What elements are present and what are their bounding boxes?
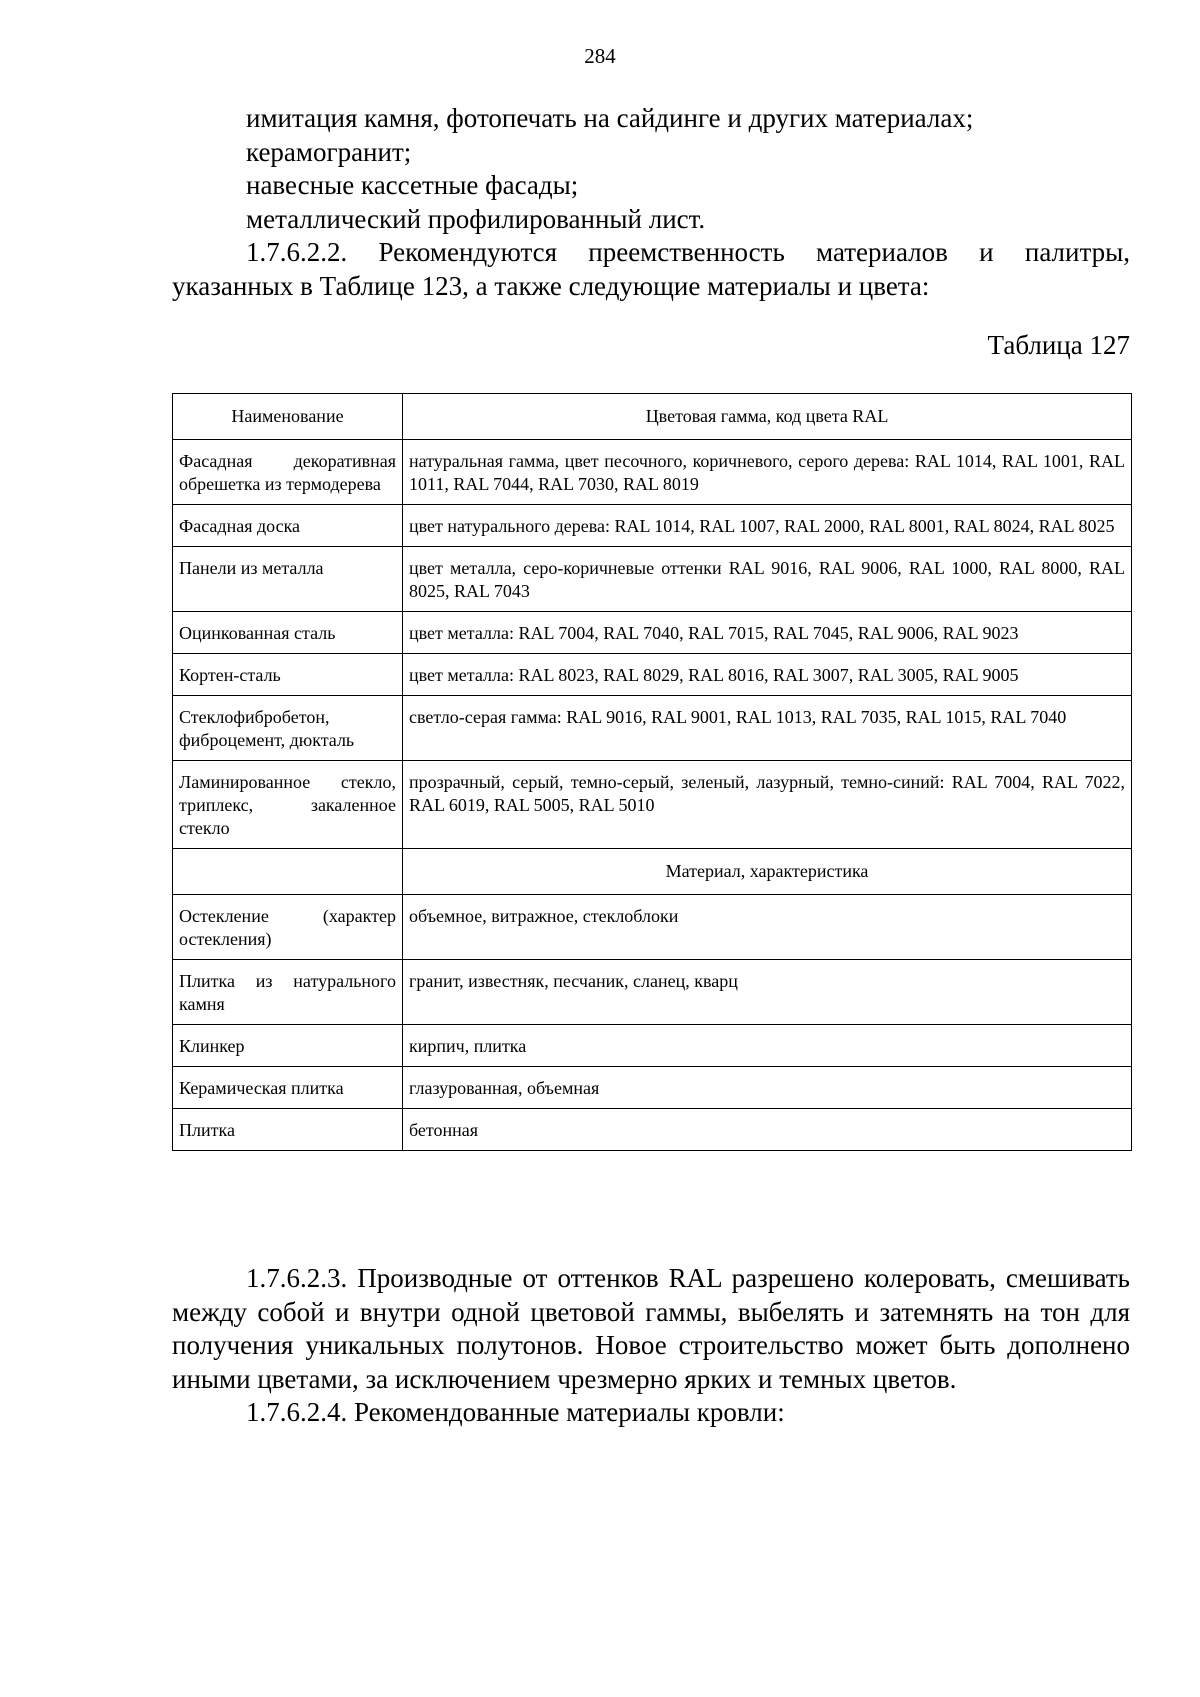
- subheader-material: Материал, характеристика: [403, 849, 1132, 895]
- header-name: Наименование: [173, 394, 403, 440]
- material-value-cell: гранит, известняк, песчаник, сланец, кварц: [403, 960, 1132, 1025]
- table-subheader-row: [173, 849, 1132, 895]
- paragraph-1-7-6-2-4: 1.7.6.2.4. Рекомендованные материалы кровли:: [246, 1397, 785, 1427]
- table-row: [173, 440, 1132, 505]
- material-value-cell: бетонная: [403, 1109, 1132, 1151]
- table-row: [173, 547, 1132, 612]
- list-line: керамогранит;: [246, 136, 412, 167]
- material-rows: [173, 895, 1132, 1151]
- list-line: навесные кассетные фасады;: [246, 170, 579, 200]
- material-value-cell: прозрачный, серый, темно-серый, зеленый, лазурный, темно-синий: RAL 7004, RAL 7022, RAL 6019, RAL 5005, RAL 5010: [403, 761, 1132, 849]
- material-value-cell: цвет натурального дерева: RAL 1014, RAL 1007, RAL 2000, RAL 8001, RAL 8024, RAL 8025: [403, 505, 1132, 547]
- material-name-cell: Фасадная декоративная обрешетка из термодерева: [173, 440, 403, 505]
- table-row: [173, 895, 1132, 960]
- material-value-cell: цвет металла: RAL 7004, RAL 7040, RAL 7015, RAL 7045, RAL 9006, RAL 9023: [403, 612, 1132, 654]
- paragraph-1-7-6-2-3: 1.7.6.2.3. Производные от оттенков RAL разрешено колеровать, смешивать между собой и внутри одной цветовой гаммы, выбелять и затемнять на тон для получения уникальных полутонов. Новое строительство может быть дополнено иными цветами, за исключением чрезмерно ярких и темных цветов.: [172, 1263, 1130, 1394]
- table-row: [173, 696, 1132, 761]
- material-name-cell: Плитка из натурального камня: [173, 960, 403, 1025]
- table-row: [173, 1067, 1132, 1109]
- material-value-cell: цвет металла, серо-коричневые оттенки RAL 9016, RAL 9006, RAL 1000, RAL 8000, RAL 8025, RAL 7043: [403, 547, 1132, 612]
- material-name-cell: Стеклофибробетон, фиброцемент, дюкталь: [173, 696, 403, 761]
- material-value-cell: натуральная гамма, цвет песочного, коричневого, серого дерева: RAL 1014, RAL 1001, RAL 1011, RAL 7044, RAL 7030, RAL 8019: [403, 440, 1132, 505]
- material-value-cell: глазурованная, объемная: [403, 1067, 1132, 1109]
- materials-table: [172, 393, 1132, 1151]
- material-name-cell: Ламинированное стекло, триплекс, закаленное стекло: [173, 761, 403, 849]
- table-row: [173, 654, 1132, 696]
- material-name-cell: Кортен-сталь: [173, 654, 403, 696]
- table-row: [173, 1109, 1132, 1151]
- list-line: металлический профилированный лист.: [246, 203, 706, 234]
- table-caption: Таблица 127: [987, 330, 1130, 360]
- material-value-cell: объемное, витражное, стеклоблоки: [403, 895, 1132, 960]
- color-rows: [173, 440, 1132, 849]
- material-value-cell: кирпич, плитка: [403, 1025, 1132, 1067]
- material-value-cell: светло-серая гамма: RAL 9016, RAL 9001, RAL 1013, RAL 7035, RAL 1015, RAL 7040: [403, 696, 1132, 761]
- subheader-empty-cell: [173, 849, 403, 895]
- page-number: 284: [584, 44, 616, 68]
- top-text-block: [172, 102, 1130, 303]
- material-name-cell: Оцинкованная сталь: [173, 612, 403, 654]
- material-name-cell: Панели из металла: [173, 547, 403, 612]
- table-row: [173, 960, 1132, 1025]
- table-row: [173, 612, 1132, 654]
- header-color: Цветовая гамма, код цвета RAL: [403, 394, 1132, 440]
- paragraph-1-7-6-2-2: 1.7.6.2.2. Рекомендуются преемственность материалов и палитры, указанных в Таблице 123, а также следующие материалы и цвета:: [172, 237, 1130, 301]
- bottom-text-block: [172, 1262, 1130, 1430]
- material-name-cell: Плитка: [173, 1109, 403, 1151]
- table-row: [173, 761, 1132, 849]
- table-row: [173, 505, 1132, 547]
- table-row: [173, 1025, 1132, 1067]
- material-name-cell: Клинкер: [173, 1025, 403, 1067]
- material-name-cell: Остекление (характер остекления): [173, 895, 403, 960]
- table-header-row: [173, 394, 1132, 440]
- material-name-cell: Фасадная доска: [173, 505, 403, 547]
- material-name-cell: Керамическая плитка: [173, 1067, 403, 1109]
- list-line: имитация камня, фотопечать на сайдинге и других материалах;: [246, 103, 974, 133]
- material-value-cell: цвет металла: RAL 8023, RAL 8029, RAL 8016, RAL 3007, RAL 3005, RAL 9005: [403, 654, 1132, 696]
